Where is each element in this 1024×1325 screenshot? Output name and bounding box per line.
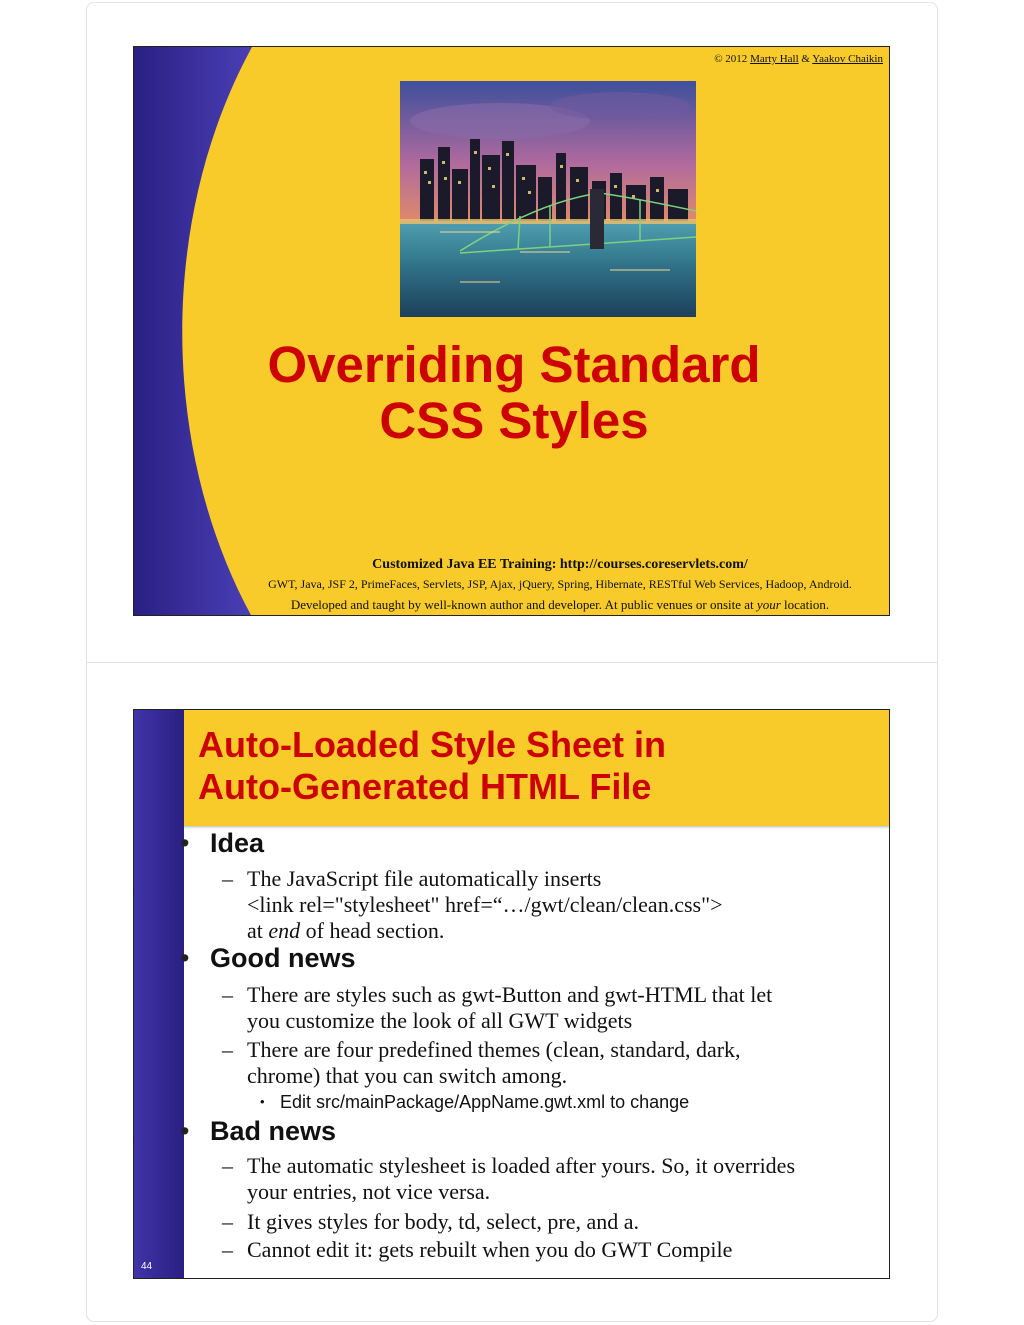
page-divider xyxy=(86,662,938,663)
slide-title: Overriding Standard CSS Styles xyxy=(267,336,761,449)
good-news-item-2: – There are four predefined themes (clean, standard, dark, chrome) that you can switch among. xyxy=(222,1037,741,1088)
topics-footer-line: GWT, Java, JSF 2, PrimeFaces, Servlets, JSP, Ajax, jQuery, Spring, Hibernate, RESTful Web Services, Hadoop, Android. xyxy=(268,577,852,591)
good-news-item-1: – There are styles such as gwt-Button and gwt-HTML that let you customize the look of all GWT widgets xyxy=(222,982,773,1033)
developed-footer-line: Developed and taught by well-known author and developer. At public venues or onsite at your location. xyxy=(290,597,830,612)
copyright-notice: © 2012 Marty Hall & Yaakov Chaikin xyxy=(714,53,883,65)
training-footer-line: Customized Java EE Training: http://courses.coreservlets.com/ xyxy=(372,557,748,572)
bullet-idea: • Idea xyxy=(180,828,265,858)
idea-item: – The JavaScript file automatically inserts <link rel="stylesheet" href=“…/gwt/clean/clean.css"> at end of head section. xyxy=(222,866,723,943)
bad-news-item-2: – It gives styles for body, td, select, pre, and a. xyxy=(222,1209,640,1234)
author-link-marty-hall[interactable]: Marty Hall xyxy=(750,53,799,65)
bullet-bad-news: • Bad news xyxy=(180,1116,337,1146)
slide-title: Auto-Loaded Style Sheet in Auto-Generated HTML File xyxy=(198,724,667,807)
city-skyline-photo xyxy=(400,81,696,317)
author-link-yaakov-chaikin[interactable]: Yaakov Chaikin xyxy=(812,53,883,65)
content-slide xyxy=(133,709,890,1279)
header-shadow xyxy=(184,826,890,829)
bullet-good-news: • Good news xyxy=(180,943,356,973)
slide-number: 44 xyxy=(141,1261,153,1272)
good-news-subitem: • Edit src/mainPackage/AppName.gwt.xml to change xyxy=(260,1092,690,1112)
title-slide xyxy=(133,46,890,616)
slide-side-bar xyxy=(134,710,184,1279)
bad-news-item-3: – Cannot edit it: gets rebuilt when you do GWT Compile xyxy=(222,1237,733,1262)
bad-news-item-1: – The automatic stylesheet is loaded after yours. So, it overrides your entries, not vice versa. xyxy=(222,1153,796,1204)
